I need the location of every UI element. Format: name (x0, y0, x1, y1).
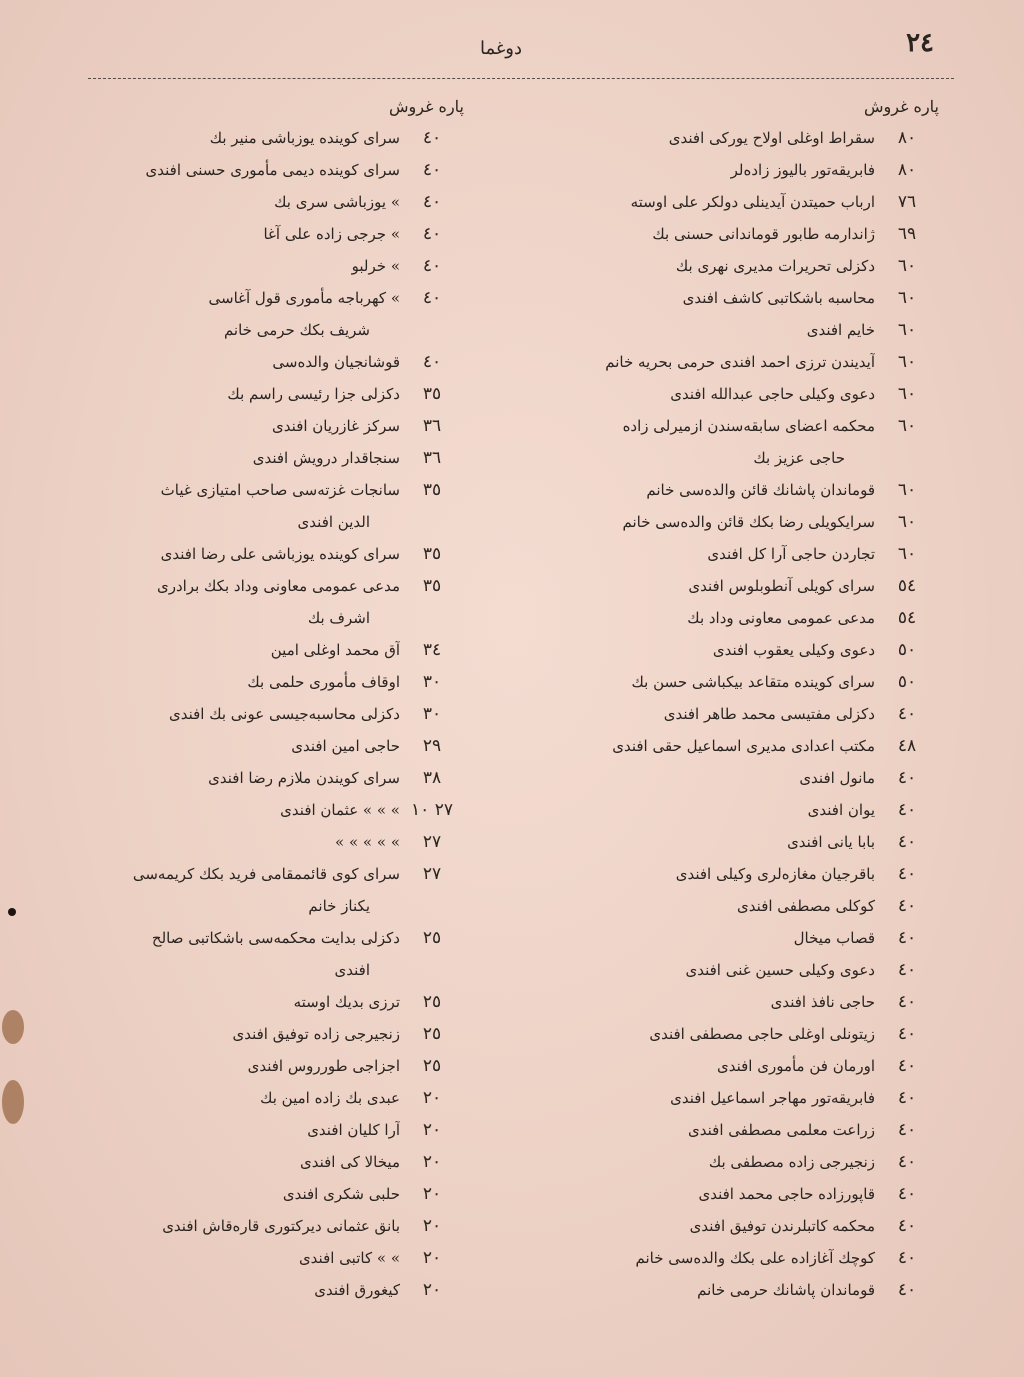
entry-description (559, 506, 875, 538)
entry-text: » کهرباجه مأموری قول آغاسی (208, 289, 400, 307)
ledger-entry (94, 730, 464, 762)
entry-amount: ٢٧ (422, 864, 442, 884)
ledger-entry (559, 154, 939, 186)
ledger-entry (559, 570, 939, 602)
entry-text: سرای کویندن ملازم رضا افندی (208, 769, 400, 787)
ledger-entry (94, 1274, 464, 1306)
entry-description (559, 954, 875, 986)
entry-description (559, 538, 875, 570)
entry-description (94, 346, 400, 378)
entry-description (94, 218, 400, 250)
entry-text: ارباب حمیتدن آیدینلی دولکر علی اوسته (630, 193, 875, 211)
entry-amount: ٢٩ (422, 736, 442, 756)
entry-description (94, 1114, 400, 1146)
ledger-entry (559, 634, 939, 666)
ledger-entry (559, 666, 939, 698)
entry-description (94, 826, 400, 858)
ledger-entry (559, 282, 939, 314)
entry-text: سرای کوینده یوزباشی علی رضا افندی (160, 545, 400, 563)
ledger-entry (94, 154, 464, 186)
entry-description (94, 1082, 400, 1114)
entry-description (559, 666, 875, 698)
entry-text: دکزلی بدایت محکمه‌سی باشکاتبی صالح (151, 929, 400, 947)
ledger-entry (94, 922, 464, 986)
entry-text: مدعی عمومی معاونی وداد بکك برادری (156, 577, 400, 595)
ledger-entry (559, 1274, 939, 1306)
entry-amount: ٣٥ (422, 544, 442, 564)
entry-continuation: اشرف بك (307, 609, 370, 627)
ledger-entry (94, 986, 464, 1018)
entry-amount: ٨٠ (897, 128, 917, 148)
entry-amount: ٤٠ (897, 1248, 917, 1268)
ledger-entry (94, 634, 464, 666)
ledger-entry (94, 1146, 464, 1178)
ledger-entry (94, 410, 464, 442)
ledger-entry (559, 378, 939, 410)
entry-description (559, 1114, 875, 1146)
entry-amount: ٢٥ (422, 928, 442, 948)
entry-amount: ٦٠ (897, 416, 917, 436)
entry-description (94, 570, 400, 634)
entry-description (94, 474, 400, 538)
ledger-entry (559, 730, 939, 762)
entry-text: حاجی امین افندی (291, 737, 400, 755)
entry-text: سرای کوینده یوزباشی منیر بك (209, 129, 400, 147)
entry-description (559, 698, 875, 730)
entry-text: آق محمد اوغلی امین (270, 641, 400, 659)
binding-stain (2, 1080, 24, 1124)
ledger-entry (94, 1018, 464, 1050)
entry-amount: ٤٠ (422, 224, 442, 244)
entry-description (94, 634, 400, 666)
entry-description (559, 858, 875, 890)
entry-continuation: شریف بکك حرمی خانم (223, 321, 370, 339)
entry-text: سرای کویلی آنطوبلوس افندی (688, 577, 875, 595)
entry-amount: ٥٠ (897, 672, 917, 692)
entry-description (559, 922, 875, 954)
entry-description (94, 730, 400, 762)
entry-amount: ٦٠ (897, 288, 917, 308)
entry-text: کوچك آغازاده علی بکك والده‌سی خانم (635, 1249, 875, 1267)
entry-amount: ٣٦ (422, 448, 442, 468)
ledger-entry (94, 538, 464, 570)
entry-description (559, 250, 875, 282)
ledger-entry (94, 186, 464, 218)
entry-amount: ٢٠ (422, 1152, 442, 1172)
entry-amount: ٢٥ (422, 1056, 442, 1076)
entry-continuation: یکناز خانم (308, 897, 370, 915)
ledger-entry (559, 1178, 939, 1210)
right-column (559, 92, 939, 1306)
entry-amount: ٦٩ (897, 224, 917, 244)
entry-text: ژاندارمه طابور قوماندانی حسنی بك (652, 225, 875, 243)
entry-description (94, 1242, 400, 1274)
entry-text: قوشانجیان والده‌سی (272, 353, 400, 371)
ledger-entry (559, 1050, 939, 1082)
entry-continuation: الدین افندی (297, 513, 370, 531)
entry-text: سرای کوینده دیمی مأموری حسنی افندی (145, 161, 400, 179)
ledger-entry (559, 890, 939, 922)
entry-description (559, 474, 875, 506)
entry-description (94, 1146, 400, 1178)
entry-description (559, 602, 875, 634)
entry-continuation: افندی (334, 961, 370, 979)
ledger-entry (559, 762, 939, 794)
ledger-entry (94, 858, 464, 922)
entry-amount: ٤٠ (422, 288, 442, 308)
entry-description (559, 410, 875, 474)
ledger-entry (94, 1242, 464, 1274)
entry-text: دکزلی جزا رئیسی راسم بك (227, 385, 400, 403)
entry-amount: ٣٤ (422, 640, 442, 660)
ledger-entry (94, 346, 464, 378)
entry-description (94, 762, 400, 794)
entry-description (559, 730, 875, 762)
entry-amount: ٤٠ (422, 160, 442, 180)
ledger-entry (94, 666, 464, 698)
page-number: ٢٤ (906, 28, 934, 58)
entry-description (559, 570, 875, 602)
entry-text: سانجات غزته‌سی صاحب امتیازی غیاث (160, 481, 400, 499)
entry-text: سرای کوی قائممقامی فرید بکك کریمه‌سی (132, 865, 400, 883)
entry-amount: ٤٠ (897, 992, 917, 1012)
entry-amount: ٣٦ (422, 416, 442, 436)
ledger-entry (559, 922, 939, 954)
entry-amount: ٨٠ (897, 160, 917, 180)
entry-amount: ٣٠ (422, 672, 442, 692)
ledger-entry (559, 538, 939, 570)
entry-text: کیغورق افندی (314, 1281, 400, 1299)
ledger-entry (94, 1210, 464, 1242)
entry-amount: ٦٠ (897, 544, 917, 564)
entry-text: قوماندان پاشانك حرمی خانم (697, 1281, 875, 1299)
binding-stain (2, 1010, 24, 1044)
entry-description (94, 282, 400, 346)
ledger-entry (94, 1114, 464, 1146)
entry-text: اوقاف مأموری حلمی بك (247, 673, 400, 691)
entry-description (559, 1018, 875, 1050)
entry-amount: ٤٠ (897, 1216, 917, 1236)
entry-description (559, 1210, 875, 1242)
entry-text: دکزلی مفتیسی محمد طاهر افندی (663, 705, 875, 723)
entry-text: خایم افندی (806, 321, 875, 339)
entry-text: حاجی نافذ افندی (770, 993, 875, 1011)
entry-amount: ٤٨ (897, 736, 917, 756)
ledger-entry (94, 282, 464, 346)
entry-text: بابا یانی افندی (787, 833, 875, 851)
ledger-entry (559, 1210, 939, 1242)
entry-text: فابریقه‌تور بالیوز زاده‌لر (730, 161, 875, 179)
entry-text: مانول افندی (799, 769, 875, 787)
entry-description (94, 986, 400, 1018)
entry-description (94, 1210, 400, 1242)
entry-text: زیتونلی اوغلی حاجی مصطفی افندی (649, 1025, 875, 1043)
entry-amount: ٤٠ (897, 832, 917, 852)
entry-description (94, 698, 400, 730)
entry-text: زنجیرجی زاده توفیق افندی (232, 1025, 400, 1043)
ledger-entry (559, 1082, 939, 1114)
entry-amount: ٤٠ (897, 1056, 917, 1076)
entry-amount: ٢٥ (422, 992, 442, 1012)
entry-amount: ٤٠ (897, 1088, 917, 1108)
entry-amount: ٤٠ (897, 800, 917, 820)
ledger-entry (94, 570, 464, 634)
entry-text: سقراط اوغلی اولاح یورکی افندی (668, 129, 875, 147)
entry-amount: ٢٠ (422, 1184, 442, 1204)
entry-description (559, 346, 875, 378)
entry-text: قصاب میخال (793, 929, 875, 947)
entry-description (559, 186, 875, 218)
ledger-entry (94, 250, 464, 282)
entry-amount: ٦٠ (897, 512, 917, 532)
entry-amount: ٦٠ (897, 384, 917, 404)
entry-amount: ٦٠ (897, 256, 917, 276)
entry-description (559, 378, 875, 410)
entry-amount: ٤٠ (422, 192, 442, 212)
entry-description (94, 1018, 400, 1050)
entry-amount: ٣٥ (422, 480, 442, 500)
ledger-entry (94, 1178, 464, 1210)
ledger-entry (94, 218, 464, 250)
entry-text: سرایکویلی رضا بکك قائن والده‌سی خانم (622, 513, 875, 531)
entry-description (559, 154, 875, 186)
ledger-entry (559, 474, 939, 506)
entry-text: اورمان فن مأموری افندی (716, 1057, 875, 1075)
ledger-entry (559, 1242, 939, 1274)
entry-text: مدعی عمومی معاونی وداد بك (687, 609, 875, 627)
entry-amount: ٦٠ (897, 480, 917, 500)
entry-amount: ٣٥ (422, 576, 442, 596)
ledger-entry (559, 250, 939, 282)
entry-text: » » کاتبی افندی (298, 1249, 400, 1267)
entry-description (559, 218, 875, 250)
ledger-entry (559, 410, 939, 474)
entry-text: عبدی بك زاده امین بك (260, 1089, 400, 1107)
entry-amount: ٢٠ (422, 1248, 442, 1268)
ledger-entry (94, 1082, 464, 1114)
entry-text: فابریقه‌تور مهاجر اسماعیل افندی (670, 1089, 875, 1107)
entry-description (94, 186, 400, 218)
ledger-entry (94, 794, 464, 826)
entry-text: قاپورزاده حاجی محمد افندی (698, 1185, 875, 1203)
ledger-entry (559, 954, 939, 986)
ledger-entry (94, 474, 464, 538)
entry-amount: ٥٠ (897, 640, 917, 660)
entry-text: مکتب اعدادی مدیری اسماعیل حقی افندی (612, 737, 875, 755)
entry-amount: ٢٠ (422, 1120, 442, 1140)
entry-amount: ٢٠ (422, 1216, 442, 1236)
entry-text: زراعت معلمی مصطفی افندی (688, 1121, 875, 1139)
entry-text: زنجیرجی زاده مصطفی بك (708, 1153, 875, 1171)
entry-amount: ٦٠ (897, 320, 917, 340)
entry-amount: ٤٠ (897, 1184, 917, 1204)
ledger-entry (559, 314, 939, 346)
ledger-entry (94, 442, 464, 474)
entry-text: حلبی شکری افندی (282, 1185, 400, 1203)
entry-description (559, 1050, 875, 1082)
ledger-entry (94, 122, 464, 154)
entry-text: » » » » » (335, 833, 400, 851)
entry-amount: ٣٠ (422, 704, 442, 724)
entry-text: دکزلی محاسبه‌جیسی عونی بك افندی (168, 705, 400, 723)
entry-text: بانق عثمانی دیرکتوری قاره‌قاش افندی (162, 1217, 400, 1235)
entry-text: تجاردن حاجی آرا کل افندی (707, 545, 875, 563)
ledger-entry (559, 506, 939, 538)
ledger-entry (559, 122, 939, 154)
entry-description (559, 1178, 875, 1210)
ledger-entry (559, 1114, 939, 1146)
entry-text: محکمه اعضای سابقه‌سندن ازمیرلی زاده (622, 417, 875, 435)
entry-description (94, 154, 400, 186)
entry-description (559, 634, 875, 666)
entry-text: محکمه کاتبلرندن توفیق افندی (689, 1217, 875, 1235)
entry-description (94, 666, 400, 698)
entry-text: دعوی وکیلی حسین غنی افندی (685, 961, 875, 979)
entry-amount: ٤٠ (897, 864, 917, 884)
entry-description (94, 442, 400, 474)
entry-description (559, 762, 875, 794)
ledger-entry (559, 602, 939, 634)
entry-amount: ٤٠ (897, 896, 917, 916)
entry-text: میخالا کی افندی (299, 1153, 400, 1171)
ledger-entry (559, 346, 939, 378)
entry-description (94, 538, 400, 570)
ledger-entry (559, 826, 939, 858)
entry-text: » یوزباشی سری بك (274, 193, 400, 211)
binding-hole (8, 908, 16, 916)
entry-description (94, 1050, 400, 1082)
entry-amount: ٢٥ (422, 1024, 442, 1044)
ledger-entry (559, 1018, 939, 1050)
entry-description (94, 122, 400, 154)
entry-amount: ٣٨ (422, 768, 442, 788)
entry-amount: ٤٠ (897, 1024, 917, 1044)
entry-amount: ٤٠ (897, 1280, 917, 1300)
entry-text: » » » عثمان افندی (280, 801, 400, 819)
entry-description (559, 826, 875, 858)
ledger-entry (94, 378, 464, 410)
entry-amount: ٦٠ (897, 352, 917, 372)
entry-text: سنجاقدار درویش افندی (252, 449, 400, 467)
ledger-entry (559, 794, 939, 826)
entry-text: قوماندان پاشانك قائن والده‌سی خانم (646, 481, 875, 499)
entry-description (559, 890, 875, 922)
entry-text: دعوی وکیلی یعقوب افندی (712, 641, 875, 659)
ledger-entry (559, 186, 939, 218)
entry-description (559, 282, 875, 314)
entry-description (94, 378, 400, 410)
left-column (94, 92, 464, 1306)
ledger-entry (559, 218, 939, 250)
ledger-entry (559, 698, 939, 730)
entry-amount: ٤٠ (897, 768, 917, 788)
ledger-entry (94, 826, 464, 858)
ledger-entry (559, 986, 939, 1018)
ledger-entry (559, 858, 939, 890)
header-divider (88, 78, 954, 79)
entry-amount: ٥٤ (897, 576, 917, 596)
entry-amount: ٤٠ (422, 256, 442, 276)
entry-description (94, 1178, 400, 1210)
entry-text: دعوی وکیلی حاجی عبدالله افندی (670, 385, 875, 403)
entry-text: کوکلی مصطفی افندی (737, 897, 875, 915)
ledger-entry (94, 1050, 464, 1082)
entry-amount: ٢٧ (422, 832, 442, 852)
ledger-entry (559, 1146, 939, 1178)
page-header (80, 28, 934, 68)
entry-text: محاسبه باشکاتبی کاشف افندی (682, 289, 875, 307)
column-header: پاره غروش (389, 97, 464, 116)
entry-description (559, 1274, 875, 1306)
entry-description (94, 250, 400, 282)
entry-text: باقرجیان مغازه‌لری وکیلی افندی (675, 865, 875, 883)
entry-description (94, 922, 400, 986)
running-title: دوغما (480, 38, 523, 59)
entry-amount: ٥٤ (897, 608, 917, 628)
entry-amount: ٤٠ (897, 960, 917, 980)
entry-amount: ٢٠ (422, 1088, 442, 1108)
entry-amount: ٤٠ (897, 928, 917, 948)
entry-description (94, 858, 400, 922)
entry-amount: ٤٠ (897, 1152, 917, 1172)
ledger-entry (94, 698, 464, 730)
entry-amount: ٧٦ (897, 192, 917, 212)
entry-amount: ٢٠ (422, 1280, 442, 1300)
entry-text: آرا کلیان افندی (307, 1121, 400, 1139)
entry-amount: ٣٥ (422, 384, 442, 404)
entry-text: سرکز غازریان افندی (272, 417, 400, 435)
entry-description (559, 1242, 875, 1274)
entry-description (94, 794, 400, 826)
entry-description (559, 986, 875, 1018)
entry-text: سرای کوینده متقاعد بیکباشی حسن بك (631, 673, 875, 691)
entry-description (559, 1082, 875, 1114)
entry-text: دکزلی تحریرات مدیری نهری بك (675, 257, 875, 275)
entry-continuation: حاجی عزیز بك (753, 449, 845, 467)
entry-text: یوان افندی (807, 801, 875, 819)
entry-text: اجزاجی طورروس افندی (247, 1057, 400, 1075)
ledger-entry (94, 762, 464, 794)
entry-description (94, 410, 400, 442)
entry-text: ترزی بدیك اوسته (293, 993, 400, 1011)
entry-amount: ٤٠ (422, 128, 442, 148)
entry-text: » خرلبو (351, 257, 400, 275)
entry-amount: ٤٠ (422, 352, 442, 372)
entry-description (559, 314, 875, 346)
entry-description (559, 122, 875, 154)
entry-description (94, 1274, 400, 1306)
entry-amount: ٢٧ ١٠ (411, 800, 453, 820)
entry-text: آیدیندن ترزی احمد افندی حرمی بحریه خانم (605, 353, 875, 371)
entry-text: » جرجی زاده علی آغا (263, 225, 400, 243)
entry-description (559, 794, 875, 826)
column-header: پاره غروش (864, 97, 939, 116)
entry-amount: ٤٠ (897, 1120, 917, 1140)
entry-description (559, 1146, 875, 1178)
entry-amount: ٤٠ (897, 704, 917, 724)
